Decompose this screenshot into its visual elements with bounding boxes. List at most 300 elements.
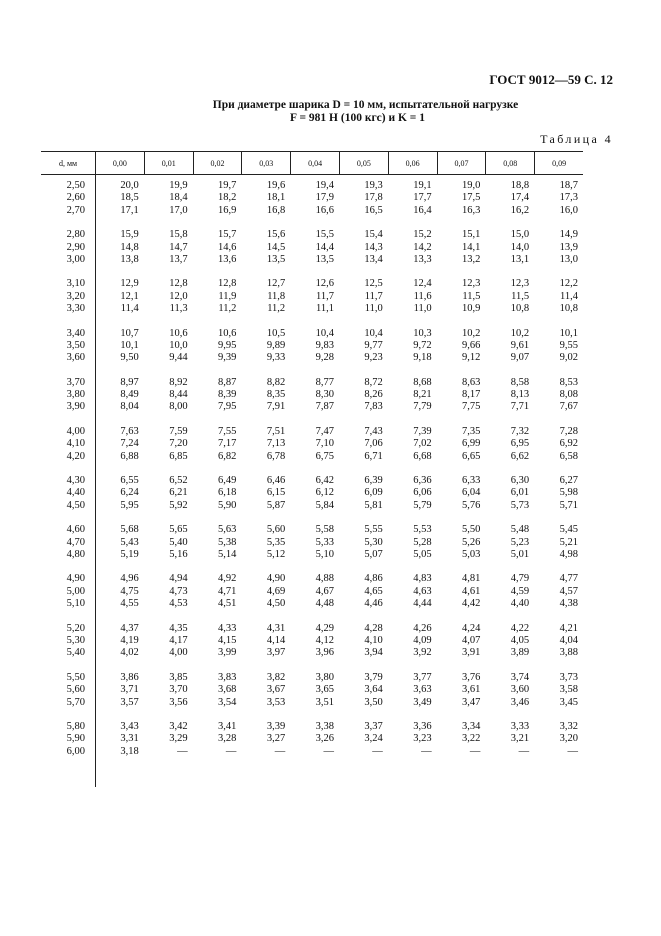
hardness-cell: 3,39 [266,720,286,732]
table-row [41,573,583,585]
hardness-cell: 17,7 [413,192,432,204]
hardness-cell: 4,63 [413,585,432,597]
hardness-cell: 4,94 [169,573,188,585]
hardness-cell: 6,62 [510,450,530,462]
hardness-cell: 8,08 [559,389,578,401]
hardness-cell: 5,76 [462,499,481,511]
hardness-cell: 10,4 [364,327,383,339]
hardness-cell: 4,51 [218,598,237,610]
hardness-cell: 6,82 [218,450,237,462]
hardness-cell: 14,8 [120,241,139,253]
hardness-cell: 5,10 [315,548,334,560]
hardness-cell: 4,44 [413,598,432,610]
hardness-cell: 3,37 [364,720,383,732]
table-row [41,721,583,733]
hardness-cell: 13,3 [413,253,432,265]
hardness-cell: 7,95 [218,401,237,413]
hardness-cell: 3,94 [364,647,383,659]
hardness-cell: 4,59 [510,585,530,597]
hardness-cell: 6,30 [510,475,530,487]
hardness-table [41,151,583,770]
table-row [41,242,583,254]
hardness-cell: 12,3 [462,278,481,290]
hardness-cell: 4,46 [364,598,383,610]
hardness-cell: 18,2 [218,192,237,204]
hardness-cell: 3,43 [120,720,139,732]
hardness-cell: 17,1 [120,204,139,216]
header-cell-increment: 0,00 [95,152,144,174]
hardness-cell: 12,9 [120,278,139,290]
hardness-cell: 6,21 [169,487,188,499]
hardness-cell: 10,1 [120,339,139,351]
hardness-cell: 10,6 [169,327,188,339]
diameter-cell: 4,60 [66,524,85,536]
hardness-cell: 14,0 [510,241,530,253]
hardness-cell: 9,95 [218,339,237,351]
hardness-cell: 14,3 [364,241,383,253]
hardness-cell: 16,0 [559,204,578,216]
hardness-cell: 3,20 [559,733,578,745]
hardness-cell: 4,73 [169,585,188,597]
hardness-cell: 4,65 [364,585,383,597]
hardness-cell: 3,58 [559,684,578,696]
diameter-cell: 5,30 [66,634,85,646]
hardness-cell: 7,39 [413,425,432,437]
hardness-cell: 3,41 [218,720,237,732]
hardness-cell: 8,30 [315,389,334,401]
table-row [41,549,583,561]
hardness-cell: 9,39 [218,352,237,364]
hardness-cell: 10,9 [462,303,481,315]
hardness-cell: 4,42 [462,598,481,610]
hardness-cell: 13,7 [169,253,188,265]
hardness-cell: 3,65 [315,684,334,696]
table-row [41,426,583,438]
hardness-cell: 7,02 [413,438,432,450]
hardness-cell: 11,7 [364,290,383,302]
hardness-cell: 6,71 [364,450,383,462]
row-group [41,524,583,561]
hardness-cell: 19,6 [266,180,286,191]
diameter-cell: 3,60 [66,352,85,364]
hardness-cell: 7,13 [266,438,286,450]
hardness-cell: 3,92 [413,647,432,659]
hardness-cell: 10,2 [462,327,481,339]
hardness-cell: 11,7 [315,290,334,302]
hardness-cell: 7,20 [169,438,188,450]
hardness-cell: 8,21 [413,389,432,401]
hardness-cell: 4,26 [413,622,432,634]
hardness-cell: 4,92 [218,573,237,585]
row-group [41,573,583,610]
row-group [41,278,583,315]
hardness-cell: 13,5 [266,253,286,265]
diameter-cell: 3,50 [66,339,85,351]
hardness-cell: 5,98 [559,487,578,499]
table-body [41,175,583,758]
table-row [41,500,583,512]
table-row [41,746,583,758]
hardness-cell: 4,02 [120,647,139,659]
hardness-cell: 10,2 [510,327,530,339]
hardness-cell: 6,49 [218,475,237,487]
header-cell-diameter: d, мм [58,158,78,168]
hardness-cell: 10,8 [510,303,530,315]
hardness-cell: 14,1 [462,241,481,253]
hardness-cell: 7,35 [462,425,481,437]
hardness-cell: 3,97 [266,647,286,659]
hardness-cell: 3,83 [218,671,237,683]
hardness-cell: 5,26 [462,536,481,548]
row-group [41,180,583,217]
diameter-cell: 2,50 [66,180,85,191]
hardness-cell: 17,0 [169,204,188,216]
hardness-cell: 13,2 [462,253,481,265]
hardness-cell: 3,42 [169,720,188,732]
diameter-cell: 3,90 [66,401,85,413]
hardness-cell: 4,55 [120,598,139,610]
hardness-cell: 6,04 [462,487,481,499]
hardness-cell: — [274,745,286,757]
hardness-cell: 4,83 [413,573,432,585]
hardness-cell: 5,23 [510,536,530,548]
hardness-cell: 6,09 [364,487,383,499]
hardness-cell: 8,13 [510,389,530,401]
hardness-cell: 16,5 [364,204,383,216]
hardness-cell: 5,73 [510,499,530,511]
hardness-cell: 5,07 [364,548,383,560]
hardness-cell: 3,21 [510,733,530,745]
table-row [41,487,583,499]
diameter-cell: 4,30 [66,475,85,487]
hardness-cell: 6,68 [413,450,432,462]
hardness-cell: 16,3 [462,204,481,216]
hardness-cell: 9,50 [120,352,139,364]
table-row [41,401,583,413]
hardness-cell: 5,19 [120,548,139,560]
table-row [41,537,583,549]
hardness-cell: 5,12 [266,548,286,560]
hardness-cell: 4,09 [413,634,432,646]
hardness-cell: 7,91 [266,401,286,413]
hardness-cell: 11,8 [267,290,286,302]
hardness-cell: 8,49 [120,389,139,401]
diameter-cell: 6,00 [66,745,85,757]
hardness-cell: 4,35 [169,622,188,634]
hardness-cell: 9,89 [266,339,286,351]
header-cell-increment: 0,04 [290,152,339,174]
hardness-cell: 3,63 [413,684,432,696]
hardness-cell: 7,10 [315,438,334,450]
table-row [41,340,583,352]
table-row [41,278,583,290]
hardness-cell: 12,5 [364,278,383,290]
hardness-cell: 7,17 [218,438,237,450]
diameter-cell: 4,20 [66,450,85,462]
hardness-cell: 7,75 [462,401,481,413]
hardness-cell: 4,61 [462,585,481,597]
hardness-cell: 3,26 [315,733,334,745]
hardness-cell: 5,40 [169,536,188,548]
hardness-cell: 6,12 [315,487,334,499]
hardness-cell: — [469,745,481,757]
diameter-cell: 4,50 [66,499,85,511]
diameter-cell: 3,10 [66,278,85,290]
hardness-cell: 5,35 [266,536,286,548]
hardness-cell: 3,88 [559,647,578,659]
diameter-cell: 2,80 [66,229,85,241]
hardness-cell: 6,58 [559,450,578,462]
header-cell-increment: 0,08 [485,152,534,174]
hardness-cell: 8,00 [169,401,188,413]
hardness-cell: 9,18 [413,352,432,364]
hardness-cell: 19,7 [218,180,237,191]
hardness-cell: — [567,745,578,757]
hardness-cell: 13,0 [559,253,578,265]
hardness-cell: 4,75 [120,585,139,597]
hardness-cell: 5,65 [169,524,188,536]
hardness-cell: 6,46 [266,475,286,487]
diameter-cell: 5,70 [66,696,85,708]
hardness-cell: 19,9 [169,180,188,191]
hardness-cell: 13,4 [364,253,383,265]
hardness-cell: 5,68 [120,524,139,536]
hardness-cell: 3,86 [120,671,139,683]
hardness-cell: 7,55 [218,425,237,437]
hardness-cell: 6,78 [266,450,286,462]
hardness-cell: 8,04 [120,401,139,413]
hardness-cell: 4,48 [315,598,334,610]
hardness-cell: 7,87 [315,401,334,413]
hardness-cell: 4,77 [559,573,578,585]
hardness-cell: 3,49 [413,696,432,708]
header-cell-increment: 0,05 [339,152,388,174]
hardness-cell: 11,0 [364,303,383,315]
diameter-cell: 5,00 [66,585,85,597]
hardness-cell: 8,35 [266,389,286,401]
hardness-cell: 17,3 [559,192,578,204]
hardness-cell: 16,8 [266,204,286,216]
hardness-cell: 15,7 [218,229,237,241]
header-cell-increment: 0,01 [144,152,193,174]
diameter-cell: 4,10 [66,438,85,450]
diameter-cell: 3,00 [66,253,85,265]
diameter-cell: 3,40 [66,327,85,339]
hardness-cell: 16,2 [510,204,530,216]
row-group [41,623,583,660]
table-row [41,192,583,204]
hardness-cell: 6,99 [462,438,481,450]
hardness-cell: 4,86 [364,573,383,585]
hardness-cell: 13,1 [510,253,530,265]
hardness-cell: 15,4 [364,229,383,241]
hardness-cell: — [372,745,383,757]
hardness-cell: 15,8 [169,229,188,241]
hardness-cell: 3,45 [559,696,578,708]
diameter-cell: 5,20 [66,622,85,634]
hardness-cell: 4,15 [218,634,237,646]
hardness-cell: 7,63 [120,425,139,437]
hardness-cell: 10,4 [315,327,334,339]
hardness-cell: 4,24 [462,622,481,634]
hardness-cell: 18,1 [266,192,286,204]
header-cell-increment: 0,06 [388,152,437,174]
hardness-cell: 9,44 [169,352,188,364]
hardness-cell: — [421,745,432,757]
hardness-cell: 3,82 [266,671,286,683]
hardness-cell: 5,79 [413,499,432,511]
hardness-cell: 4,31 [266,622,286,634]
hardness-cell: 4,38 [559,598,578,610]
hardness-cell: 7,51 [266,425,286,437]
hardness-cell: 4,96 [120,573,139,585]
diameter-cell: 4,70 [66,536,85,548]
hardness-cell: 13,8 [120,253,139,265]
hardness-cell: 3,89 [510,647,530,659]
diameter-cell: 4,00 [66,425,85,437]
hardness-cell: 10,0 [169,339,188,351]
column-divider [95,151,96,787]
hardness-cell: 7,06 [364,438,383,450]
diameter-cell: 5,10 [66,598,85,610]
hardness-cell: 4,00 [169,647,188,659]
hardness-cell: 5,53 [413,524,432,536]
hardness-cell: 3,29 [169,733,188,745]
table-row [41,647,583,659]
hardness-cell: 3,70 [169,684,188,696]
hardness-cell: 4,98 [559,548,578,560]
hardness-cell: 5,45 [559,524,578,536]
hardness-cell: 3,32 [559,720,578,732]
row-group [41,328,583,365]
hardness-cell: 7,43 [364,425,383,437]
diameter-cell: 3,20 [66,290,85,302]
hardness-cell: 4,33 [218,622,237,634]
hardness-cell: 5,60 [266,524,286,536]
hardness-cell: 14,6 [218,241,237,253]
hardness-cell: 4,88 [315,573,334,585]
hardness-cell: 4,12 [315,634,334,646]
hardness-cell: 3,79 [364,671,383,683]
hardness-cell: 3,61 [462,684,481,696]
table-row [41,205,583,217]
hardness-cell: 15,1 [462,229,481,241]
hardness-cell: 3,64 [364,684,383,696]
hardness-cell: 5,95 [120,499,139,511]
hardness-cell: 4,07 [462,634,481,646]
hardness-cell: 12,8 [169,278,188,290]
hardness-cell: 5,38 [218,536,237,548]
hardness-cell: 3,50 [364,696,383,708]
table-row [41,180,583,192]
hardness-cell: 15,2 [413,229,432,241]
hardness-cell: 3,56 [169,696,188,708]
hardness-cell: 8,82 [266,376,286,388]
table-caption [0,99,661,125]
hardness-cell: 9,83 [315,339,334,351]
row-group [41,229,583,266]
hardness-cell: 8,44 [169,389,188,401]
hardness-cell: — [323,745,334,757]
hardness-cell: 7,71 [510,401,530,413]
hardness-cell: 5,71 [559,499,578,511]
hardness-cell: 3,91 [462,647,481,659]
hardness-cell: 3,68 [218,684,237,696]
hardness-cell: 11,1 [315,303,334,315]
hardness-cell: 11,2 [218,303,237,315]
table-label: Таблица 4 [540,132,613,146]
hardness-cell: 7,47 [315,425,334,437]
hardness-cell: 14,9 [559,229,578,241]
hardness-cell: 15,9 [120,229,139,241]
hardness-cell: 9,77 [364,339,383,351]
hardness-cell: 9,55 [559,339,578,351]
hardness-cell: 20,0 [120,180,139,191]
table-row [41,697,583,709]
hardness-cell: 5,84 [315,499,334,511]
hardness-cell: 5,16 [169,548,188,560]
table-row [41,291,583,303]
hardness-cell: 5,33 [315,536,334,548]
hardness-cell: 12,2 [559,278,578,290]
hardness-cell: 4,19 [120,634,139,646]
hardness-cell: — [518,745,530,757]
hardness-cell: 8,63 [462,376,481,388]
hardness-cell: 7,67 [559,401,578,413]
hardness-cell: 5,01 [510,548,530,560]
hardness-cell: 4,90 [266,573,286,585]
hardness-cell: 11,6 [413,290,432,302]
hardness-cell: 6,24 [120,487,139,499]
caption-line-2: F = 981 Н (100 кгс) и K = 1 [290,112,425,124]
hardness-cell: 17,9 [315,192,334,204]
hardness-cell: 5,30 [364,536,383,548]
table-row [41,635,583,647]
hardness-cell: 11,5 [462,290,481,302]
hardness-cell: 4,17 [169,634,188,646]
hardness-cell: 8,87 [218,376,237,388]
hardness-cell: 6,55 [120,475,139,487]
hardness-cell: 8,97 [120,376,139,388]
hardness-cell: 3,34 [462,720,481,732]
hardness-cell: 6,85 [169,450,188,462]
diameter-cell: 3,70 [66,376,85,388]
hardness-cell: 15,6 [266,229,286,241]
table-row [41,229,583,241]
diameter-cell: 5,80 [66,720,85,732]
hardness-cell: 4,71 [218,585,237,597]
hardness-cell: 4,05 [510,634,530,646]
hardness-cell: 11,4 [559,290,578,302]
hardness-cell: 5,03 [462,548,481,560]
hardness-cell: 13,9 [559,241,578,253]
hardness-cell: 3,31 [120,733,139,745]
hardness-cell: 14,5 [266,241,286,253]
table-row [41,377,583,389]
hardness-cell: 3,71 [120,684,139,696]
diameter-cell: 2,60 [66,192,85,204]
table-row [41,733,583,745]
hardness-cell: 5,14 [218,548,237,560]
hardness-cell: 5,63 [218,524,237,536]
hardness-cell: 3,77 [413,671,432,683]
hardness-cell: 5,87 [266,499,286,511]
hardness-cell: 3,46 [510,696,530,708]
table-row [41,586,583,598]
table-row [41,389,583,401]
table-row [41,684,583,696]
diameter-cell: 2,90 [66,241,85,253]
